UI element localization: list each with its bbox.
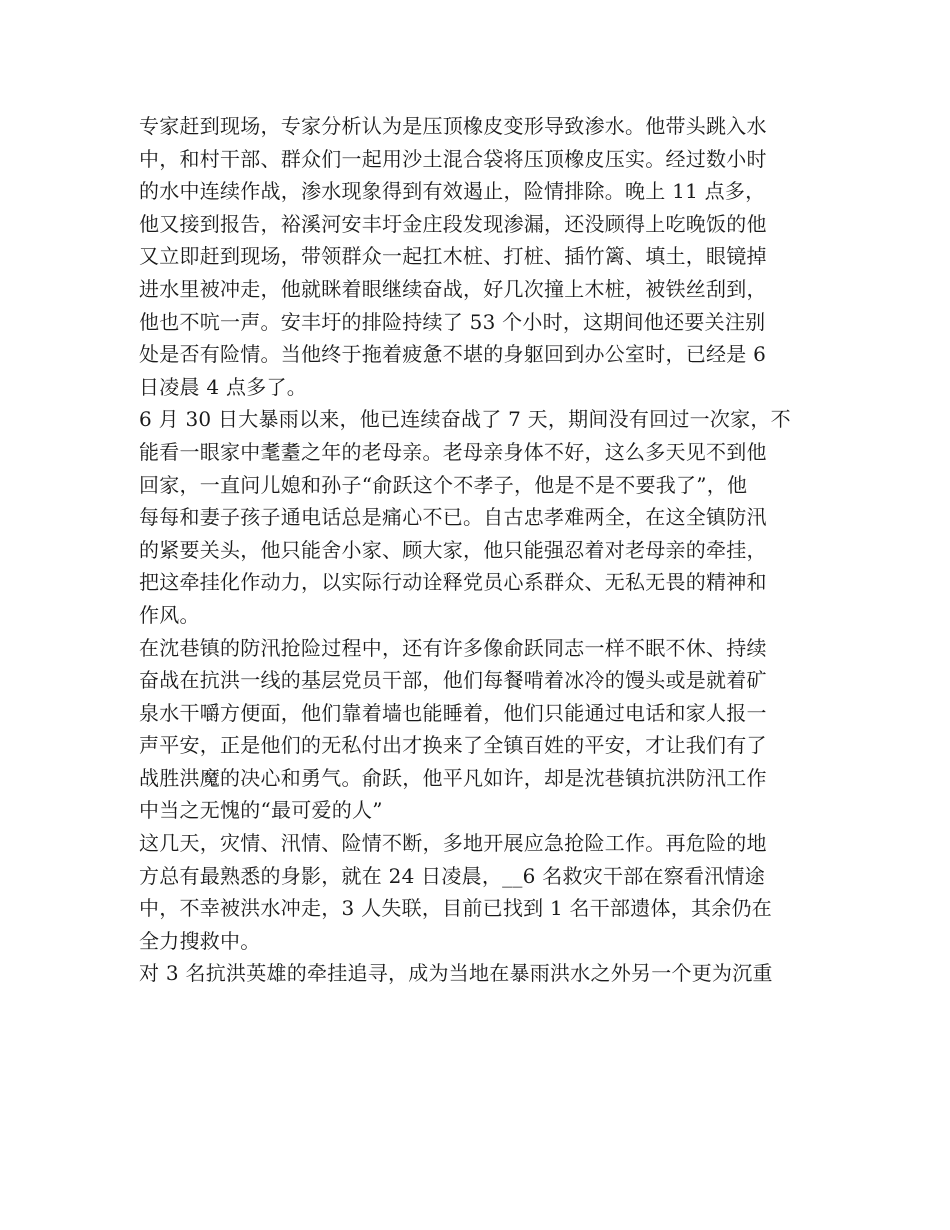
- text-line: 方总有最熟悉的身影，就在 24 日凌晨，__6 名救灾干部在察看汛情途: [139, 863, 765, 888]
- text-line: 能看一眼家中耄耋之年的老母亲。老母亲身体不好，这么多天见不到他: [139, 439, 767, 464]
- text-line: 又立即赶到现场，带领群众一起扛木桩、打桩、插竹篱、填土，眼镜掉: [139, 244, 767, 269]
- text-line: 声平安，正是他们的无私付出才换来了全镇百姓的平安，才让我们有了: [139, 733, 767, 758]
- text-line: 泉水干嚼方便面，他们靠着墙也能睡着，他们只能通过电话和家人报一: [139, 700, 767, 725]
- text-line: 这几天，灾情、汛情、险情不断，多地开展应急抢险工作。再危险的地: [139, 831, 767, 856]
- text-line: 进水里被冲走，他就眯着眼继续奋战，好几次撞上木桩，被铁丝刮到，: [139, 276, 767, 301]
- text-line: 全力搜救中。: [139, 928, 261, 953]
- text-line: 日凌晨 4 点多了。: [139, 374, 307, 399]
- text-line: 在沈巷镇的防汛抢险过程中，还有许多像俞跃同志一样不眠不休、持续: [139, 635, 767, 660]
- text-line: 回家，一直问儿媳和孙子“俞跃这个不孝子，他是不是不要我了”，他: [139, 472, 748, 497]
- text-line: 中，不幸被洪水冲走，3 人失联，目前已找到 1 名干部遗体，其余仍在: [139, 896, 773, 921]
- text-line: 每每和妻子孩子通电话总是痛心不已。自古忠孝难两全，在这全镇防汛: [139, 505, 767, 530]
- text-line: 的紧要关头，他只能舍小家、顾大家，他只能强忍着对老母亲的牵挂，: [139, 537, 767, 562]
- text-line: 奋战在抗洪一线的基层党员干部，他们每餐啃着冰冷的馒头或是就着矿: [139, 668, 767, 693]
- text-line: 他也不吭一声。安丰圩的排险持续了 53 个小时，这期间他还要关注别: [139, 309, 766, 334]
- text-line: 处是否有险情。当他终于拖着疲惫不堪的身躯回到办公室时，已经是 6: [139, 342, 767, 367]
- text-line: 把这牵挂化作动力，以实际行动诠释党员心系群众、无私无畏的精神和: [139, 570, 767, 595]
- text-line: 6 月 30 日大暴雨以来，他已连续奋战了 7 天，期间没有回过一次家，不: [139, 407, 791, 432]
- body-text: [139, 110, 829, 990]
- text-line: 专家赶到现场，专家分析认为是压顶橡皮变形导致渗水。他带头跳入水: [139, 114, 767, 138]
- text-line: 的水中连续作战，渗水现象得到有效遏止，险情排除。晚上 11 点多，: [139, 179, 766, 204]
- text-line: 他又接到报告，裕溪河安丰圩金庄段发现渗漏，还没顾得上吃晚饭的他: [139, 211, 767, 236]
- text-line: 作风。: [139, 602, 200, 627]
- text-line: 战胜洪魔的决心和勇气。俞跃，他平凡如许，却是沈巷镇抗洪防汛工作: [139, 765, 767, 790]
- text-line: 对 3 名抗洪英雄的牵挂追寻，成为当地在暴雨洪水之外另一个更为沉重: [139, 961, 773, 986]
- text-line: 中当之无愧的“最可爱的人”: [139, 798, 383, 823]
- text-line: 中，和村干部、群众们一起用沙土混合袋将压顶橡皮压实。经过数小时: [139, 146, 767, 171]
